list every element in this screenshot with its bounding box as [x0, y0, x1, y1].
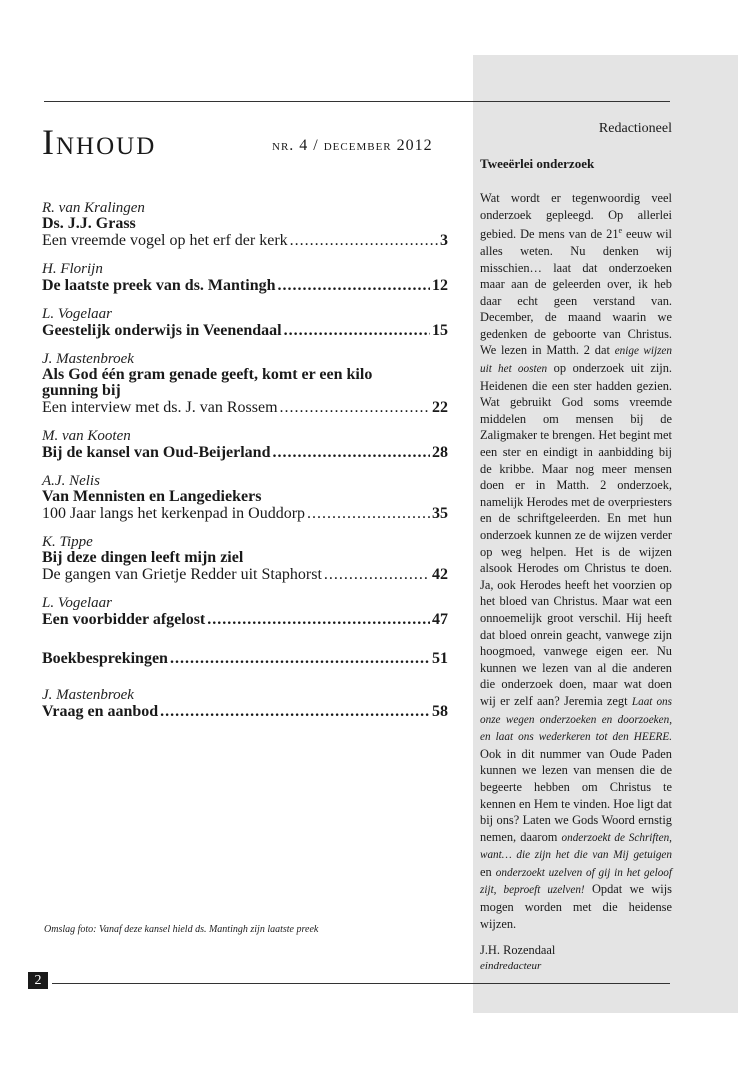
toc-page-number: 22	[432, 399, 448, 416]
toc-title: Bij de kansel van Oud-Beijerland	[42, 444, 271, 461]
toc-subtitle-line	[42, 232, 448, 249]
table-of-contents	[42, 200, 448, 732]
body-text: Ook in dit nummer van Oude Paden kunnen we lezen van mensen die de begeerte hebben om Christus te kennen en Hem te vinden. Hoe ligt dat bij ons? Laten we Gods Woord ernstig nemen, daarom	[480, 746, 672, 844]
toc-page-number: 28	[432, 444, 448, 461]
editorial-column	[480, 120, 672, 974]
toc-page-number: 3	[440, 232, 448, 249]
toc-title: Ds. J.J. Grass	[42, 215, 136, 232]
toc-title: Bij deze dingen leeft mijn ziel	[42, 549, 244, 566]
toc-entry[interactable]	[42, 351, 448, 416]
top-rule	[44, 101, 670, 102]
toc-entry[interactable]	[42, 200, 448, 249]
body-text: op onderzoek uit zijn. Heidenen die een ster hadden gezien. Wat gebruikt God soms vreemde middelen om mensen bij de Zaligmaker te brengen. Het begint met een ster en eindigt in aanbidding bij de kribbe. Maar nog meer mensen doen er in Matth. 2 onderzoek, namelijk Herodes met de overpriesters en de schriftgeleerden. En met hun onderzoek kunnen ze de wijzen verder op weg helpen. Het is de wijzen alsook Herodes om Christus te doen. Ja, ook Herodes heeft het voorzien op het bloed van Christus. Maar wat een onnoemelijk groot verschil. Hij heeft dat bloed onrein geacht, vanwege zijn hoogmoed, vanwege eigen eer. Nu kunnen we lezen van al die anderen die onderzoek doen, maar wat doen wij er zelf aan? Jeremia zegt	[480, 361, 672, 708]
leader-dots	[290, 232, 438, 249]
editorial-header: Redactioneel	[598, 121, 672, 136]
page-number: 2	[28, 972, 48, 989]
body-text: Opdat we wijs mogen worden met die heidense wijzen.	[480, 882, 672, 931]
leader-dots	[278, 277, 431, 294]
toc-page-number: 12	[432, 277, 448, 294]
body-quote: onderzoekt uzelven of gij in het geloof zijt, beproeft uzelven!	[480, 866, 673, 897]
toc-page-number: 47	[432, 611, 448, 628]
signature-role: eindredacteur	[480, 960, 542, 973]
toc-author: H. Florijn	[42, 261, 103, 277]
toc-title-line	[42, 322, 448, 339]
toc-entry[interactable]	[42, 473, 448, 522]
toc-subtitle-line	[42, 399, 448, 416]
toc-entry[interactable]	[42, 306, 448, 339]
toc-title: Van Mennisten en Langediekers	[42, 488, 262, 505]
body-superscript: e	[618, 226, 623, 236]
toc-author: J. Mastenbroek	[42, 687, 134, 703]
toc-author: L. Vogelaar	[42, 595, 113, 611]
cover-photo-caption: Omslag foto: Vanaf deze kansel hield ds. Mantingh zijn laatste preek	[44, 924, 319, 935]
toc-subtitle: Een vreemde vogel op het erf der kerk	[42, 232, 288, 249]
toc-title: Boekbesprekingen	[42, 650, 168, 667]
toc-entry[interactable]	[42, 687, 448, 720]
body-text: en	[480, 864, 496, 879]
body-quote: enige wijzen uit het oosten	[480, 345, 672, 376]
toc-entry[interactable]	[42, 595, 448, 628]
leader-dots	[284, 322, 430, 339]
leader-dots	[272, 444, 430, 461]
body-quote: onderzoekt de Schriften, want… die zijn het die van Mij getuigen	[480, 831, 672, 862]
toc-author: J. Mastenbroek	[42, 351, 134, 367]
bottom-rule	[52, 983, 670, 984]
toc-title: De laatste preek van ds. Mantingh	[42, 277, 276, 294]
issue-label: nr. 4 / december 2012	[272, 137, 433, 154]
toc-title-line	[42, 650, 448, 667]
toc-title: Als God één gram genade geeft, komt er een kilo gunning bij	[42, 366, 373, 399]
toc-entry[interactable]	[42, 261, 448, 294]
toc-page-number: 35	[432, 505, 448, 522]
page-title: Inhoud	[42, 122, 157, 162]
toc-page-number: 42	[432, 566, 448, 583]
toc-title: Geestelijk onderwijs in Veenendaal	[42, 322, 282, 339]
toc-title-line	[42, 611, 448, 628]
toc-author: L. Vogelaar	[42, 306, 113, 322]
editorial-title: Tweeërlei onderzoek	[480, 156, 595, 171]
toc-subtitle: De gangen van Grietje Redder uit Staphorst	[42, 566, 322, 583]
toc-subtitle: 100 Jaar langs het kerkenpad in Ouddorp	[42, 505, 306, 522]
toc-page-number: 15	[432, 322, 448, 339]
leader-dots	[160, 703, 430, 720]
toc-subtitle-line	[42, 566, 448, 583]
toc-title-line	[42, 444, 448, 461]
toc-page-number: 51	[432, 650, 448, 667]
body-text: Wat wordt er tegenwoordig veel onderzoek gepleegd. Op allerlei gebied. De mens van de 21	[480, 191, 672, 242]
editorial-body	[480, 190, 672, 932]
leader-dots	[280, 399, 430, 416]
toc-title-line	[42, 703, 448, 720]
body-quote: Laat ons onze wegen onderzoeken en doorzoeken, en laat ons wederkeren tot den HEERE.	[480, 695, 672, 744]
leader-dots	[324, 566, 430, 583]
toc-entry[interactable]	[42, 534, 448, 583]
signature-name: J.H. Rozendaal	[480, 943, 556, 958]
toc-title: Vraag en aanbod	[42, 703, 159, 720]
toc-page-number: 58	[432, 703, 448, 720]
toc-author: R. van Kralingen	[42, 200, 145, 216]
toc-author: K. Tippe	[42, 534, 93, 550]
toc-title: Een voorbidder afgelost	[42, 611, 206, 628]
toc-author: M. van Kooten	[42, 428, 131, 444]
leader-dots	[307, 505, 430, 522]
toc-title-line	[42, 277, 448, 294]
toc-entry[interactable]	[42, 650, 448, 667]
editorial-signature	[480, 942, 672, 974]
toc-entry[interactable]	[42, 428, 448, 461]
leader-dots	[207, 611, 430, 628]
toc-subtitle-line	[42, 505, 448, 522]
toc-subtitle: Een interview met ds. J. van Rossem	[42, 399, 278, 416]
toc-author: A.J. Nelis	[42, 473, 100, 489]
body-text: eeuw wil alles weten. Nu denken wij misschien… laat dat onderzoeken maar aan de geleerden over, ik heb daar echt geen verstand van. December, de maand waarin we gedenken de geboorte van Christus. We lezen in Matth. 2 dat	[480, 227, 672, 358]
leader-dots	[170, 650, 430, 667]
